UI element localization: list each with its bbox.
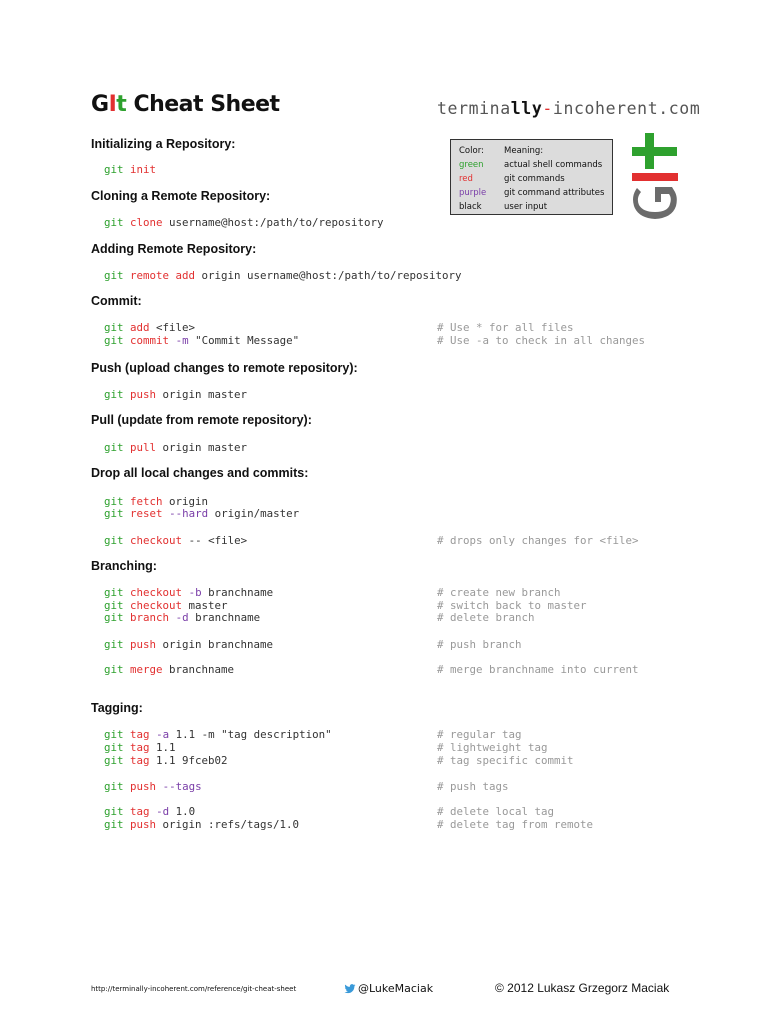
- code-comment: # create new branch: [437, 586, 561, 599]
- code-shell: git: [104, 741, 124, 754]
- section-heading-clone: Cloning a Remote Repository:: [91, 189, 271, 203]
- code-user-input: origin :refs/tags/1.0: [156, 818, 300, 831]
- legend-header: [459, 144, 612, 158]
- code-git-cmd: add: [130, 321, 150, 334]
- code-user-input: branchname: [201, 586, 274, 599]
- code-user-input: 1.1 9fceb02: [149, 754, 228, 767]
- code-line: [104, 805, 195, 818]
- code-shell: git: [104, 754, 124, 767]
- code-comment: # tag specific commit: [437, 754, 574, 767]
- page-title: [91, 92, 280, 117]
- legend-row: [459, 186, 612, 200]
- site-mid: lly: [510, 99, 543, 118]
- site-logo-text: [437, 99, 700, 118]
- legend-meaning: git command attributes: [504, 188, 605, 198]
- code-user-input: branchname: [188, 611, 261, 624]
- code-shell: git: [104, 818, 124, 831]
- code-line: [104, 441, 247, 454]
- code-shell: git: [104, 611, 124, 624]
- legend-col2-header: Meaning:: [504, 146, 544, 156]
- section-heading-pull: Pull (update from remote repository):: [91, 413, 312, 427]
- legend-color-name: red: [459, 174, 473, 184]
- code-shell: git: [104, 441, 124, 454]
- code-git-cmd: push: [130, 780, 157, 793]
- code-attribute: -b: [188, 586, 202, 599]
- git-logo-icon: [628, 132, 680, 222]
- section-heading-drop: Drop all local changes and commits:: [91, 466, 309, 480]
- code-user-input: master: [182, 599, 228, 612]
- code-attribute: --hard: [169, 507, 209, 520]
- section-heading-commit: Commit:: [91, 294, 142, 308]
- code-git-cmd: remote add: [130, 269, 196, 282]
- code-line: [104, 586, 273, 599]
- code-shell: git: [104, 495, 124, 508]
- bird-icon: [344, 984, 356, 994]
- code-line: [104, 741, 176, 754]
- legend-meaning: user input: [504, 202, 548, 212]
- code-git-cmd: push: [130, 818, 157, 831]
- code-line: [104, 663, 234, 676]
- code-git-cmd: clone: [130, 216, 163, 229]
- legend-meaning: actual shell commands: [504, 160, 603, 170]
- code-user-input: origin: [162, 495, 209, 508]
- code-comment: # delete tag from remote: [437, 818, 594, 831]
- legend-color-name: purple: [459, 188, 487, 198]
- legend-color-name: black: [459, 202, 482, 212]
- code-shell: git: [104, 321, 124, 334]
- code-user-input: origin master: [156, 388, 248, 401]
- code-user-input: <file>: [201, 534, 248, 547]
- code-line: [104, 334, 299, 347]
- code-git-cmd: reset: [130, 507, 163, 520]
- code-user-input: <file>: [149, 321, 196, 334]
- legend-row: [459, 200, 612, 214]
- section-heading-branching: Branching:: [91, 559, 157, 573]
- code-line: [104, 728, 332, 741]
- code-git-cmd: checkout: [130, 586, 183, 599]
- color-legend: [450, 139, 613, 215]
- legend-row: [459, 158, 612, 172]
- code-shell: git: [104, 780, 124, 793]
- code-line: [104, 534, 247, 547]
- code-comment: # regular tag: [437, 728, 522, 741]
- code-user-input: username@host:/path/to/repository: [162, 216, 384, 229]
- section-heading-remote: Adding Remote Repository:: [91, 242, 257, 256]
- code-git-cmd: push: [130, 638, 157, 651]
- code-shell: git: [104, 216, 124, 229]
- code-git-cmd: tag: [130, 754, 150, 767]
- code-shell: git: [104, 586, 124, 599]
- code-line: [104, 780, 202, 793]
- title-g: G: [91, 92, 109, 117]
- code-shell: git: [104, 269, 124, 282]
- code-git-cmd: tag: [130, 728, 150, 741]
- code-shell: git: [104, 388, 124, 401]
- code-git-cmd: tag: [130, 741, 150, 754]
- legend-col1-header: Color:: [459, 146, 484, 156]
- code-line: [104, 754, 228, 767]
- site-prefix: termina: [437, 99, 511, 118]
- code-line: [104, 638, 273, 651]
- legend-row: [459, 172, 612, 186]
- code-line: [104, 269, 462, 282]
- code-shell: git: [104, 663, 124, 676]
- code-line: [104, 388, 247, 401]
- code-shell: git: [104, 507, 124, 520]
- code-line: [104, 321, 195, 334]
- title-t: t: [116, 92, 127, 117]
- footer-copyright: © 2012 Lukasz Grzegorz Maciak: [495, 981, 670, 995]
- code-attribute: -d: [175, 611, 189, 624]
- code-user-input: origin branchname: [156, 638, 274, 651]
- code-git-cmd: push: [130, 388, 157, 401]
- legend-color-name: green: [459, 160, 484, 170]
- code-git-cmd: checkout: [130, 534, 183, 547]
- code-line: [104, 507, 299, 520]
- code-shell: git: [104, 334, 124, 347]
- code-line: [104, 216, 384, 229]
- code-git-cmd: checkout: [130, 599, 183, 612]
- footer-url-link[interactable]: http://terminally-incoherent.com/reference/git-cheat-sheet: [91, 985, 297, 993]
- code-git-cmd: branch: [130, 611, 170, 624]
- code-comment: # lightweight tag: [437, 741, 548, 754]
- code-git-cmd: init: [130, 163, 157, 176]
- code-comment: # push tags: [437, 780, 509, 793]
- code-git-cmd: tag: [130, 805, 150, 818]
- code-attribute: -d: [156, 805, 170, 818]
- code-comment: # delete local tag: [437, 805, 555, 818]
- code-comment: # merge branchname into current: [437, 663, 639, 676]
- code-user-input: origin username@host:/path/to/repository: [195, 269, 462, 282]
- code-git-cmd: pull: [130, 441, 157, 454]
- site-dash: -: [542, 99, 553, 118]
- code-git-cmd: merge: [130, 663, 163, 676]
- code-comment: # drops only changes for <file>: [437, 534, 639, 547]
- code-user-input: "Commit Message": [188, 334, 300, 347]
- code-user-input: 1.0: [169, 805, 196, 818]
- code-user-input: origin/master: [208, 507, 300, 520]
- code-user-input: origin master: [156, 441, 248, 454]
- code-line: [104, 818, 299, 831]
- title-rest: Cheat Sheet: [126, 92, 280, 117]
- legend-meaning: git commands: [504, 174, 565, 184]
- code-user-input: 1.1 -m "tag description": [169, 728, 332, 741]
- code-shell: git: [104, 599, 124, 612]
- code-line: [104, 611, 260, 624]
- code-attribute: -a: [156, 728, 170, 741]
- code-user-input: branchname: [162, 663, 235, 676]
- code-comment: # Use * for all files: [437, 321, 574, 334]
- title-i: I: [108, 92, 117, 117]
- code-git-cmd: commit: [130, 334, 170, 347]
- code-line: [104, 163, 156, 176]
- code-shell: git: [104, 163, 124, 176]
- code-comment: # delete branch: [437, 611, 535, 624]
- code-attribute: --tags: [162, 780, 202, 793]
- code-shell: git: [104, 805, 124, 818]
- code-user-input: --: [188, 534, 202, 547]
- code-comment: # Use -a to check in all changes: [437, 334, 646, 347]
- site-suffix: incoherent.com: [552, 99, 701, 118]
- section-heading-push: Push (upload changes to remote repository):: [91, 361, 358, 375]
- footer-twitter-link[interactable]: [344, 982, 433, 995]
- section-heading-tagging: Tagging:: [91, 701, 143, 715]
- code-shell: git: [104, 728, 124, 741]
- section-heading-init: Initializing a Repository:: [91, 137, 236, 151]
- code-user-input: 1.1: [149, 741, 176, 754]
- code-attribute: -m: [175, 334, 189, 347]
- code-comment: # push branch: [437, 638, 522, 651]
- code-shell: git: [104, 638, 124, 651]
- code-comment: # switch back to master: [437, 599, 587, 612]
- footer-twitter-handle: @LukeMaciak: [358, 982, 434, 995]
- code-git-cmd: fetch: [130, 495, 163, 508]
- code-shell: git: [104, 534, 124, 547]
